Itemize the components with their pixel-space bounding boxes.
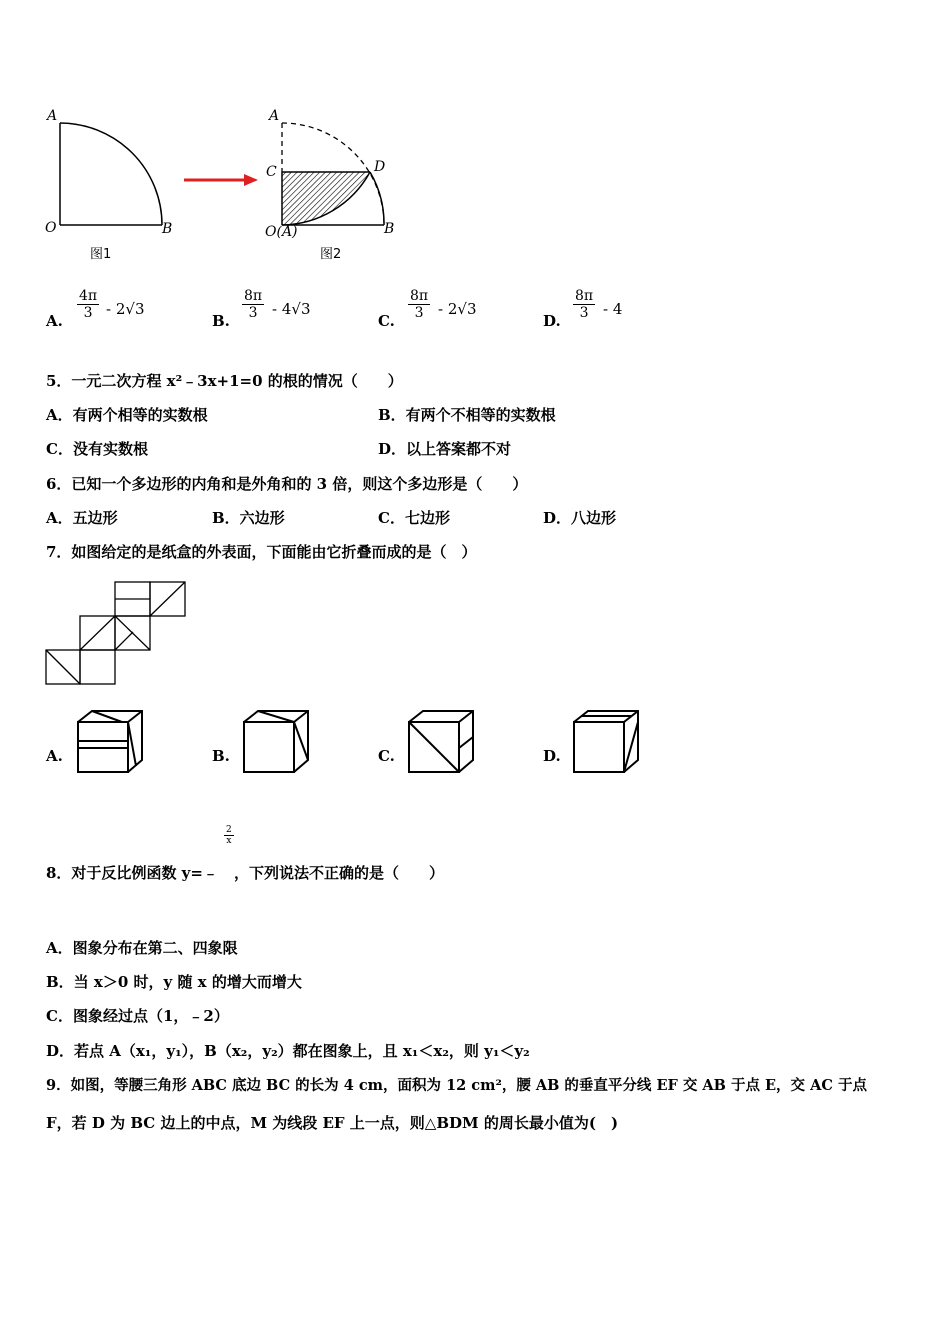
q4-option-a-rest: - 2√3 bbox=[106, 300, 145, 318]
q4-d-denominator: 3 bbox=[579, 305, 589, 321]
q4-option-b-fraction bbox=[242, 288, 264, 321]
q6-option-b[interactable]: B．六边形 bbox=[212, 509, 285, 527]
figure-1-quarter-circle bbox=[40, 105, 185, 265]
q4-c-denominator: 3 bbox=[414, 305, 424, 321]
cube-net-figure bbox=[44, 580, 189, 690]
q8-fraction-above bbox=[224, 825, 234, 846]
q4-option-c-letter[interactable]: C. bbox=[378, 312, 395, 330]
q5-option-c[interactable]: C．没有实数根 bbox=[46, 440, 148, 458]
q9-stem-line-1: 9．如图，等腰三角形 ABC 底边 BC 的长为 4 cm，面积为 12 cm²，腰 AB 的垂直平分线 EF 交 AB 于点 E，交 AC 于点 bbox=[46, 1077, 867, 1094]
fig2-caption: 图2 bbox=[320, 247, 342, 262]
q7-option-b-label[interactable]: B. bbox=[212, 747, 230, 765]
fig2-label-d: D bbox=[374, 159, 386, 175]
q8-option-b[interactable]: B．当 x＞0 时，y 随 x 的增大而增大 bbox=[46, 973, 302, 991]
q4-option-a-fraction bbox=[77, 288, 99, 321]
q7-option-d-label[interactable]: D. bbox=[543, 747, 561, 765]
q5-option-b[interactable]: B．有两个不相等的实数根 bbox=[378, 406, 556, 424]
q4-option-d-letter[interactable]: D. bbox=[543, 312, 561, 330]
fig2-label-b: B bbox=[384, 221, 395, 237]
q5-option-a[interactable]: A．有两个相等的实数根 bbox=[46, 406, 208, 424]
q6-option-d[interactable]: D．八边形 bbox=[543, 509, 617, 527]
q8-frac-numerator: 2 bbox=[226, 825, 232, 835]
q4-option-d-rest: - 4 bbox=[603, 300, 623, 318]
q7-option-a-label[interactable]: A. bbox=[46, 747, 63, 765]
q6-option-a[interactable]: A．五边形 bbox=[46, 509, 118, 527]
fig1-label-a: A bbox=[47, 108, 58, 124]
q4-option-a-letter[interactable]: A. bbox=[46, 312, 63, 330]
q5-option-d[interactable]: D．以上答案都不对 bbox=[378, 440, 512, 458]
q8-option-c[interactable]: C．图象经过点（1，﹣2） bbox=[46, 1007, 229, 1025]
q7-option-b-cube[interactable] bbox=[240, 708, 312, 778]
q8-stem-end: ，下列说法不正确的是（ ） bbox=[234, 864, 445, 882]
q9-stem-line-2: F，若 D 为 BC 边上的中点，M 为线段 EF 上一点，则△BDM 的周长最小值为( ) bbox=[46, 1114, 619, 1132]
red-arrow-icon bbox=[182, 170, 262, 190]
fig2-label-o: O(A) bbox=[265, 224, 298, 240]
fig2-label-c: C bbox=[266, 164, 277, 180]
q5-stem: 5．一元二次方程 x²﹣3x+1=0 的根的情况（ ） bbox=[46, 372, 403, 390]
q4-option-d-fraction bbox=[573, 288, 595, 321]
q8-option-a[interactable]: A．图象分布在第二、四象限 bbox=[46, 939, 238, 957]
fig1-caption: 图1 bbox=[90, 247, 112, 262]
q8-frac-denominator: x bbox=[226, 836, 232, 846]
fig2-label-a: A bbox=[269, 108, 280, 124]
q7-stem: 7．如图给定的是纸盒的外表面，下面能由它折叠而成的是（ ） bbox=[46, 543, 477, 561]
q4-b-numerator: 8π bbox=[244, 288, 263, 304]
q6-stem: 6．已知一个多边形的内角和是外角和的 3 倍，则这个多边形是（ ） bbox=[46, 475, 528, 493]
q4-a-denominator: 3 bbox=[83, 305, 93, 321]
q4-a-numerator: 4π bbox=[79, 288, 98, 304]
fig1-label-o: O bbox=[45, 220, 57, 236]
q7-option-d-cube[interactable] bbox=[570, 708, 642, 778]
q4-option-b-letter[interactable]: B. bbox=[212, 312, 230, 330]
q7-option-a-cube[interactable] bbox=[74, 708, 146, 778]
q7-option-c-label[interactable]: C. bbox=[378, 747, 395, 765]
q4-d-numerator: 8π bbox=[575, 288, 594, 304]
fig1-label-b: B bbox=[162, 221, 173, 237]
q4-option-b-rest: - 4√3 bbox=[272, 300, 311, 318]
q4-c-numerator: 8π bbox=[410, 288, 429, 304]
figure-2-folded-sector bbox=[262, 105, 407, 265]
q6-option-c[interactable]: C．七边形 bbox=[378, 509, 450, 527]
q4-b-denominator: 3 bbox=[248, 305, 258, 321]
q7-option-c-cube[interactable] bbox=[405, 708, 477, 778]
q4-option-c-fraction bbox=[408, 288, 430, 321]
q4-option-c-rest: - 2√3 bbox=[438, 300, 477, 318]
q8-option-d[interactable]: D．若点 A（x₁，y₁），B（x₂，y₂）都在图象上，且 x₁＜x₂，则 y₁＜y₂ bbox=[46, 1042, 530, 1060]
q8-stem-start: 8．对于反比例函数 y=﹣ bbox=[46, 864, 218, 882]
